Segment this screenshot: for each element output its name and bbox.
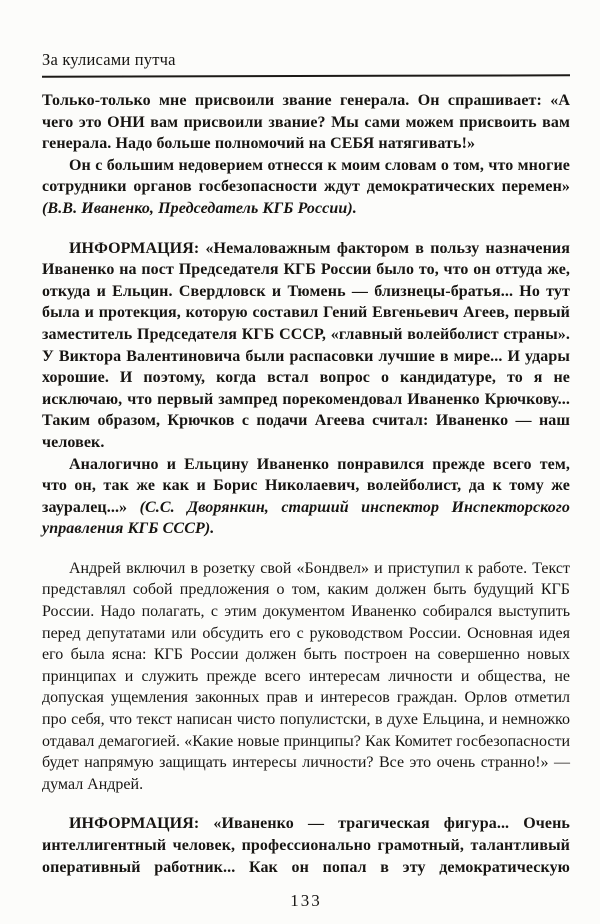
paragraph-text: Андрей включил в розетку свой «Бондвел» и приступил к работе. Текст представлял собой предложения о том, каким должен быть будущий КГБ России. Надо полагать, с этим документом Иваненко собирался выступить перед депутатами или обсудить его с руководством России. Основная идея его была ясна: КГБ России должен быть построен на совершенно новых принципах и служить прежде всего интересам личности и общества, не допуская ущемления законных прав и интересов граждан. Орлов отметил про себя, что текст написан чисто популистски, в духе Ельцина, и немножко отдавал демагогией. «Какие новые принципы? Как Комитет госбезопасности будет напрямую защищать интересы личности? Все это очень странно!» — думал Андрей.	[42, 559, 570, 793]
page-footer	[42, 891, 570, 911]
paragraph	[42, 558, 570, 796]
paragraph	[42, 813, 570, 878]
page-number: 133	[290, 891, 322, 911]
paragraph-text: Только-только мне присвоили звание генерала. Он спрашивает: «А чего это ОНИ вам присвоили звание? Мы сами можем присвоить вам генерала. Надо больше полномочий на СЕБЯ натягивать!»	[42, 92, 570, 153]
paragraph	[42, 454, 570, 540]
running-title: За кулисами путча	[42, 50, 176, 69]
paragraph-text: ИНФОРМАЦИЯ: «Немаловажным фактором в пользу назначения Иваненко на пост Председателя КГБ России было то, что он оттуда же, откуда и Ельцин. Свердловск и Тюмень — близнецы-братья... Но тут была и протекция, которую составил Гений Евгеньевич Агеев, первый заместитель Председателя КГБ СССР, «главный волейболист страны». У Виктора Валентиновича были распасовки лучшие в мире... И удары хорошие. И поэтому, когда встал вопрос о кандидатуре, то я не исключаю, что первый зампред порекомендовал Иваненко Крючкову... Таким образом, Крючков с подачи Агеева считал: Иваненко — наш человек.	[42, 239, 570, 451]
paragraph-text: Аналогично и Ельцину Иваненко понравился прежде всего тем, что он, так же как и Борис Николаевич, волейболист, да к тому же зауралец...»	[42, 455, 570, 516]
header-rule	[42, 74, 570, 77]
paragraph	[42, 155, 570, 220]
paragraph-text: ИНФОРМАЦИЯ: «Иваненко — трагическая фигура... Очень интеллигентный человек, профессионально грамотный, талантливый оперативный работник... Как он попал в эту демократическую	[42, 815, 570, 876]
attribution: (С.С. Дворянкин, старший инспектор Инспекторского управления КГБ СССР).	[42, 498, 570, 538]
page-header	[42, 50, 570, 77]
page-body	[42, 90, 570, 878]
attribution: (В.В. Иваненко, Председатель КГБ России).	[42, 199, 357, 217]
paragraph-text: Он с большим недоверием отнесся к моим словам о том, что многие сотрудники органов госбезопасности ждут демократических перемен»	[42, 156, 570, 196]
paragraph	[42, 90, 570, 155]
paragraph	[42, 238, 570, 454]
